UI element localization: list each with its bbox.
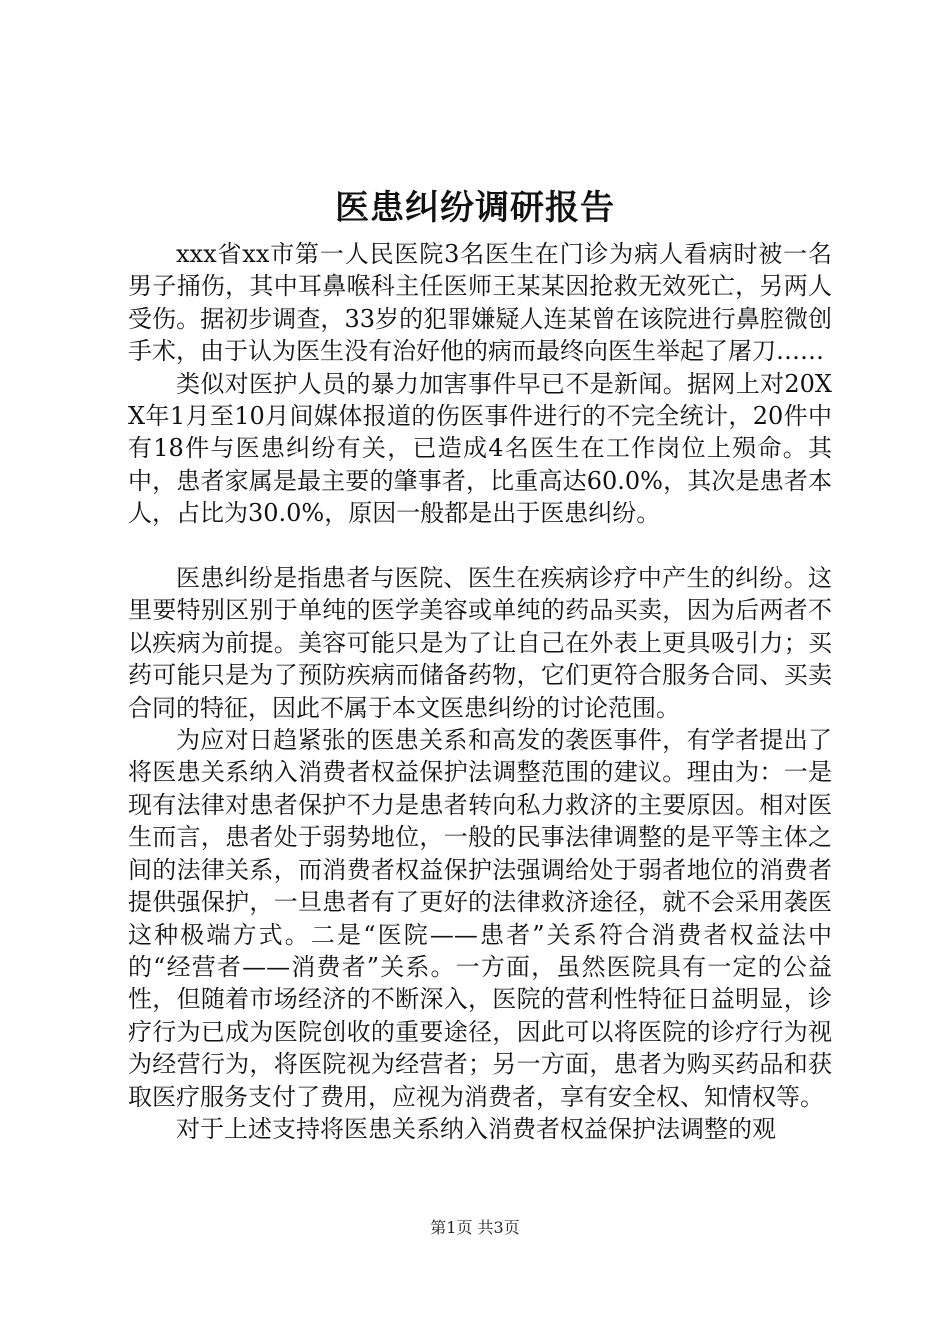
paragraph-definition: 医患纠纷是指患者与医院、医生在疾病诊疗中产生的纠纷。这里要特别区别于单纯的医学美容或单纯的药品买卖，因为后两者不以疾病为前提。美容可能只是为了让自己在外表上更具吸引力；买药可能只是为了预防疾病而储备药物，它们更符合服务合同、买卖合同的特征，因此不属于本文医患纠纷的讨论范围。 <box>128 564 832 722</box>
document-body <box>128 238 832 1145</box>
paragraph-continuation: 对于上述支持将医患关系纳入消费者权益保护法调整的观 <box>176 1114 776 1143</box>
paragraph-statistics: 类似对医护人员的暴力加害事件早已不是新闻。据网上对20XX年1月至10月间媒体报道的伤医事件进行的不完全统计，20件中有18件与医患纠纷有关，已造成4名医生在工作岗位上殒命。其中，患者家属是最主要的肇事者，比重高达60.0%，其次是患者本人，占比为30.0%，原因一般都是出于医患纠纷。 <box>128 369 832 528</box>
paragraph-proposal: 为应对日趋紧张的医患关系和高发的袭医事件，有学者提出了将医患关系纳入消费者权益保护法调整范围的建议。理由为：一是现有法律对患者保护不力是患者转向私力救济的主要原因。相对医生而言，患者处于弱势地位，一般的民事法律调整的是平等主体之间的法律关系，而消费者权益保护法强调给处于弱者地位的消费者提供强保护，一旦患者有了更好的法律救济途径，就不会采用袭医这种极端方式。二是“医院——患者”关系符合消费者权益法中的“经营者——消费者”关系。一方面，虽然医院具有一定的公益性，但随着市场经济的不断深入，医院的营利性特征日益明显，诊疗行为已成为医院创收的重要途径，因此可以将医院的诊疗行为视为经营行为，将医院视为经营者；另一方面，患者为购买药品和获取医疗服务支付了费用，应视为消费者，享有安全权、知情权等。 <box>128 726 832 1111</box>
document-title: 医患纠纷调研报告 <box>335 188 615 228</box>
paragraph-incident: xxx省xx市第一人民医院3名医生在门诊为病人看病时被一名男子捅伤，其中耳鼻喉科主任医师王某某因抢救无效死亡，另两人受伤。据初步调查，33岁的犯罪嫌疑人连某曾在该院进行鼻腔微创手术，由于认为医生没有治好他的病而最终向医生举起了屠刀…… <box>128 240 832 366</box>
page-number: 第1页 共3页 <box>430 1218 520 1237</box>
